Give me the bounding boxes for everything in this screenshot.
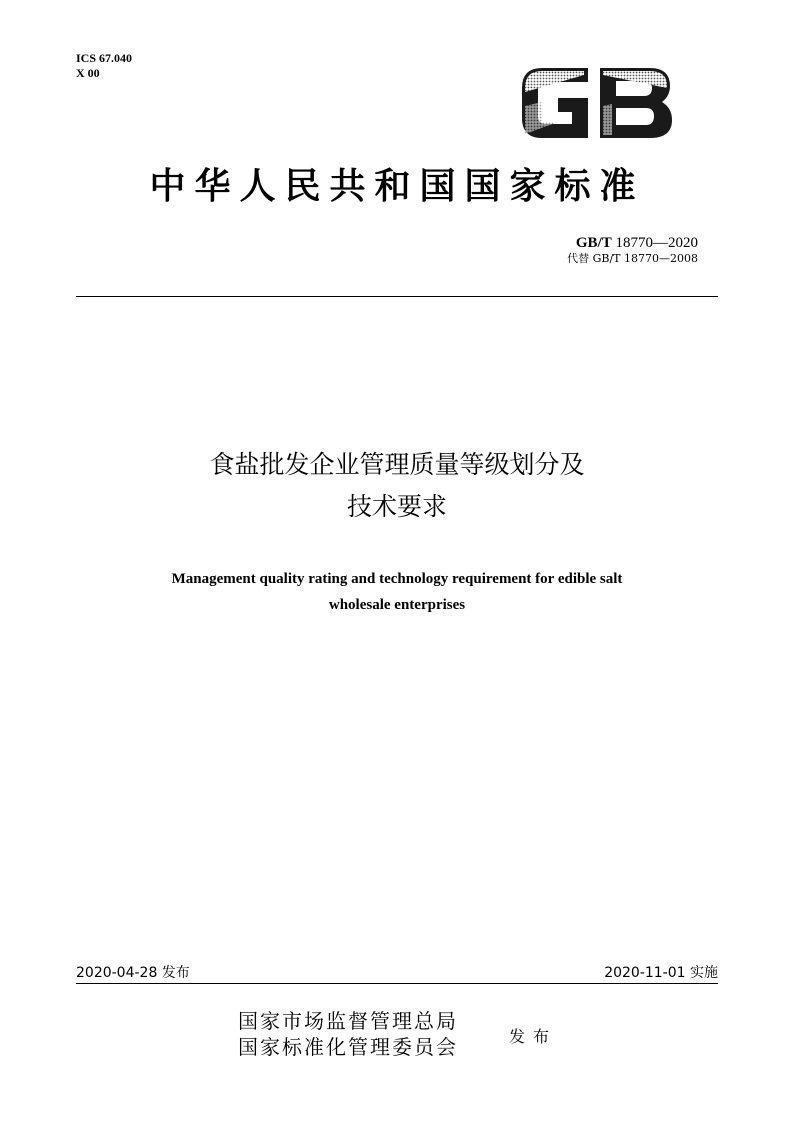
english-title-line: Management quality rating and technology requirement for edible salt [171, 571, 623, 587]
ics-code: ICS 67.040 [76, 51, 133, 65]
standard-code-number: 18770—2020 [615, 235, 698, 251]
gb-logo-icon [518, 62, 676, 144]
ccs-code: X 00 [76, 66, 100, 80]
english-title-line: wholesale enterprises [328, 597, 466, 613]
chinese-title-line: 技术要求 [346, 492, 447, 521]
chinese-title [0, 444, 794, 528]
issuer-name: 国家标准化管理委员会 [238, 1035, 458, 1059]
chinese-title-line: 食盐批发企业管理质量等级划分及 [209, 450, 585, 479]
replaces-standard: 代替 GB/T 18770—2008 [567, 252, 698, 265]
standard-code [567, 234, 698, 252]
english-title [0, 566, 794, 618]
top-divider [76, 296, 718, 297]
implementation-date: 2020-11-01 实施 [604, 965, 718, 981]
classification-codes [76, 51, 132, 81]
national-standard-title: 中华人民共和国国家标准 [149, 165, 645, 207]
issuing-authorities [238, 1008, 458, 1060]
standard-code-prefix: GB/T [575, 235, 612, 251]
publish-label: 发布 [509, 1027, 558, 1046]
standard-code-block [567, 234, 698, 266]
issuer-name: 国家市场监督管理总局 [238, 1009, 458, 1033]
bottom-divider [76, 983, 718, 984]
issue-date: 2020-04-28 发布 [76, 965, 190, 981]
